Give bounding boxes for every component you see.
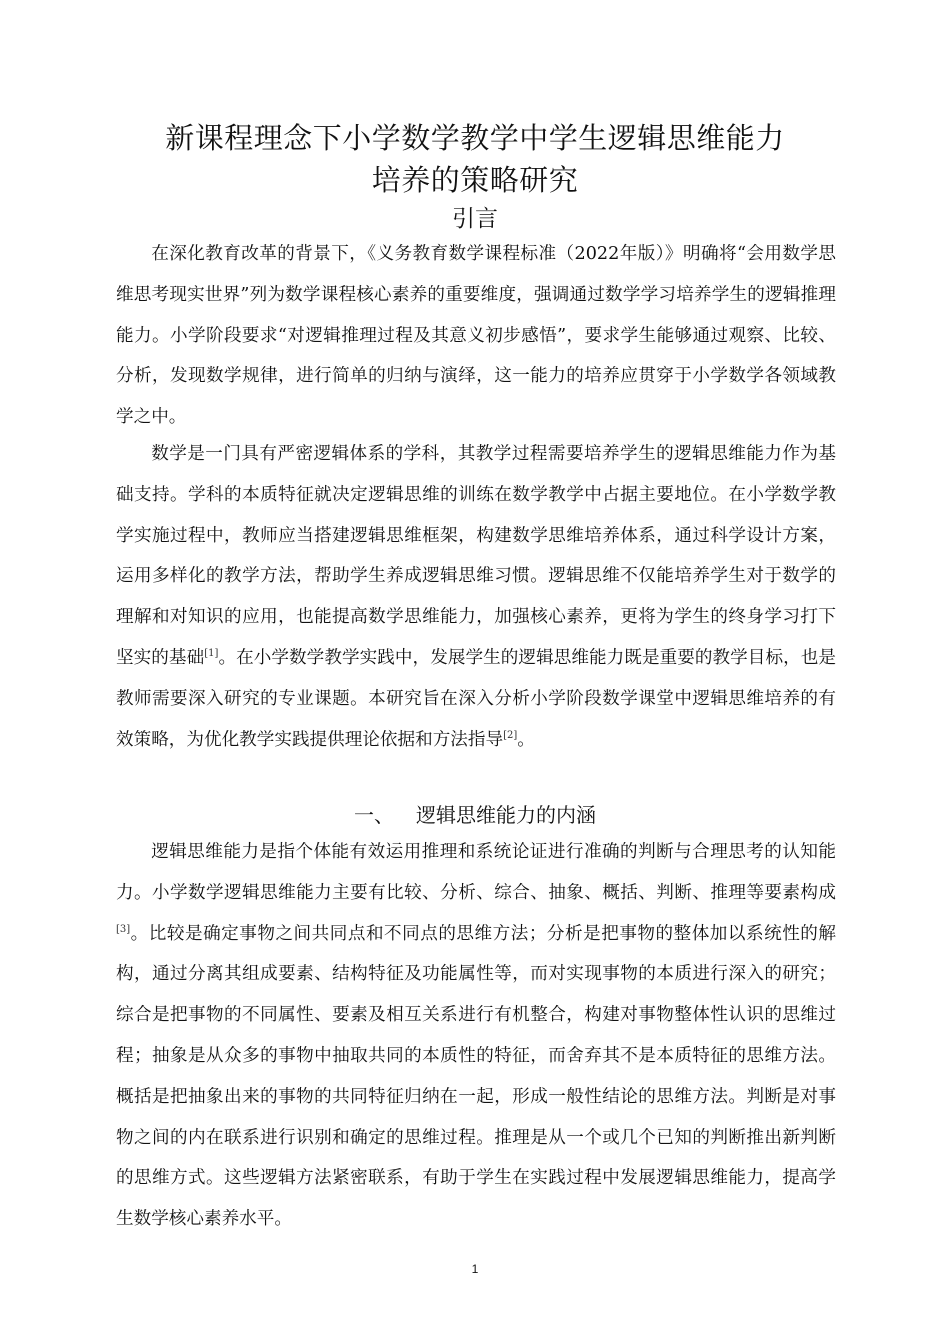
- intro-paragraph-1: [116, 234, 836, 438]
- intro-paragraph-1-text: 在深化教育改革的背景下，《义务教育数学课程标准（2022年版）》明确将“会用数学思维思考现实世界”列为数学课程核心素养的重要维度，强调通过数学学习培养学生的逻辑推理能力。小学阶段要求“对逻辑推理过程及其意义初步感悟”，要求学生能够通过观察、比较、分析，发现数学规律，进行简单的归纳与演绎，这一能力的培养应贯穿于小学数学各领域教学之中。: [116, 244, 836, 428]
- intro-paragraph-2: [116, 434, 836, 760]
- intro-paragraph-2-text-c: 。: [517, 729, 535, 750]
- section-1-number: 一、: [354, 803, 394, 827]
- section-1-text-b: 。比较是确定事物之间共同点和不同点的思维方法；分析是把事物的整体加以系统性的解构，通过分离其组成要素、结构特征及功能属性等，而对实现事物的本质进行深入的研究；综合是把事物的不同属性、要素及相互关系进行有机整合，构建对事物整体性认识的思维过程；抽象是从众多的事物中抽取共同的本质性的特征，而舍弃其不是本质特征的思维方法。概括是把抽象出来的事物的共同特征归纳在一起，形成一般性结论的思维方法。判断是对事物之间的内在联系进行识别和确定的思维过程。推理是从一个或几个已知的判断推出新判断的思维方式。这些逻辑方法紧密联系，有助于学生在实践过程中发展逻辑思维能力，提高学生数学核心素养水平。: [116, 923, 836, 1230]
- section-1-text-a: 逻辑思维能力是指个体能有效运用推理和系统论证进行准确的判断与合理思考的认知能力。小学数学逻辑思维能力主要有比较、分析、综合、抽象、概括、判断、推理等要素构成: [116, 842, 836, 903]
- intro-paragraph-2-text-a: 数学是一门具有严密逻辑体系的学科，其教学过程需要培养学生的逻辑思维能力作为基础支持。学科的本质特征就决定逻辑思维的训练在数学教学中占据主要地位。在小学数学教学实施过程中，教师应当搭建逻辑思维框架，构建数学思维培养体系，通过科学设计方案，运用多样化的教学方法，帮助学生养成逻辑思维习惯。逻辑思维不仅能培养学生对于数学的理解和对知识的应用，也能提高数学思维能力，加强核心素养，更将为学生的终身学习打下坚实的基础: [116, 444, 836, 668]
- paper-title-line-2: 培养的策略研究: [371, 163, 579, 197]
- intro-heading: 引言: [452, 206, 498, 232]
- citation-ref-2: [2]: [503, 729, 518, 741]
- page-number: 1: [471, 1262, 479, 1276]
- intro-paragraph-2-text-b: 。在小学数学教学实践中，发展学生的逻辑思维能力既是重要的教学目标，也是教师需要深入研究的专业课题。本研究旨在深入分析小学阶段数学课堂中逻辑思维培养的有效策略，为优化教学实践提供理论依据和方法指导: [116, 647, 836, 750]
- section-1-paragraph: [116, 832, 836, 1240]
- section-1-title: 逻辑思维能力的内涵: [416, 803, 596, 827]
- citation-ref-3: [3]: [116, 923, 131, 935]
- paper-title-line-1: 新课程理念下小学数学教学中学生逻辑思维能力: [165, 121, 785, 155]
- citation-ref-1: [1]: [204, 647, 219, 659]
- section-1-heading: [0, 799, 950, 828]
